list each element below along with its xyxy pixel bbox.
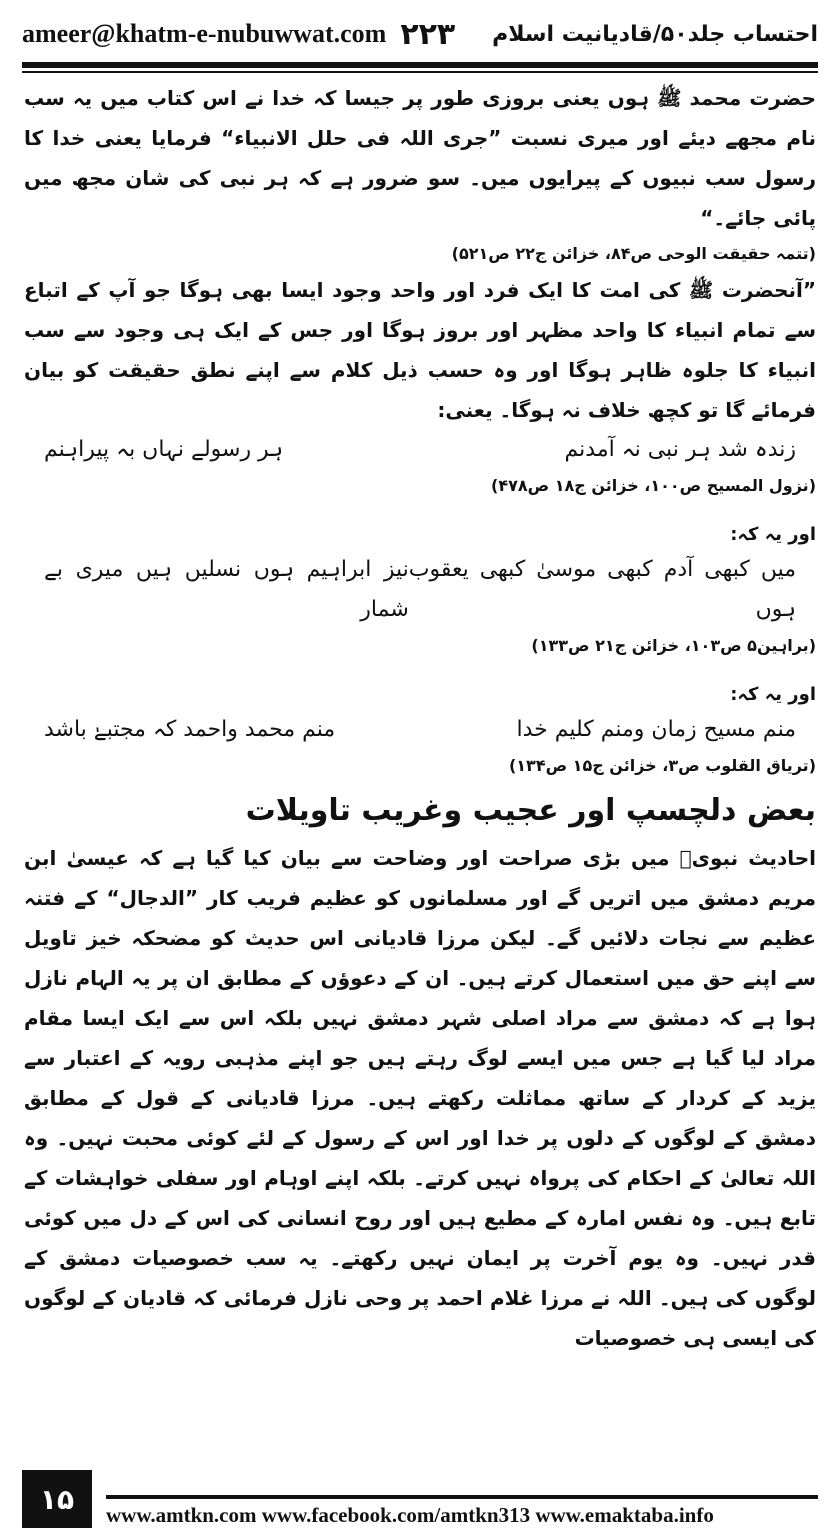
- section-heading: بعض دلچسپ اور عجیب وغریب تاویلات: [245, 793, 816, 828]
- header-page-number: ۲۲۳: [400, 16, 456, 52]
- verse-3-second-half: منم محمد واحمد کہ مجتبےٰ باشد: [44, 717, 336, 742]
- verse-1-first-half: زندہ شد ہر نبی نہ آمدنم: [564, 437, 796, 462]
- persian-verse-1: [24, 430, 816, 470]
- verse-2-first-half: میں کبھی آدم کبھی موسیٰ کبھی یعقوب ہوں: [408, 557, 796, 622]
- footer-links-area: [92, 1470, 818, 1528]
- reference-4: (تریاق القلوب ص۳، خزائن ج۱۵ ص۱۳۴): [508, 756, 816, 775]
- header-book-title: احتساب جلد۵۰/قادیانیت اسلام: [492, 21, 818, 47]
- reference-2: (نزول المسیح ص۱۰۰، خزائن ج۱۸ ص۴۷۸): [491, 476, 816, 495]
- header-left: [22, 17, 455, 52]
- reference-3: (براہین۵ ص۱۰۳، خزائن ج۲۱ ص۱۳۳): [531, 636, 816, 655]
- page-footer: [22, 1470, 818, 1528]
- header-rule-thin: [22, 71, 818, 73]
- verse-1-second-half: ہر رسولے نہاں بہ پیراہنم: [44, 437, 284, 462]
- verse-3-first-half: منم مسیح زمان ومنم کلیم خدا: [516, 717, 796, 742]
- paragraph-3: احادیث نبویؐ میں بڑی صراحت اور وضاحت سے بیان کیا گیا ہے کہ عیسیٰ ابن مریم دمشق میں اتریں گے اور مسلمانوں کو عظیم فریب کار ”الدجال“ کے فتنہ عظیم سے نجات دلائیں گے۔ لیکن مرزا قادیانی اس حدیث کو مضحکہ خیز تاویل سے اپنے حق میں استعمال کرتے ہیں۔ ان کے دعوؤں کے مطابق ان پر یہ الہام نازل ہوا ہے کہ دمشق سے مراد اصلی شہر دمشق نہیں بلکہ اس سے ایک ایسا مقام مراد لیا گیا ہے جس میں ایسے لوگ رہتے ہیں جو اپنے مذہبی رویہ کے اعتبار سے یزید کے کردار کے ساتھ مماثلت رکھتے ہیں۔ مرزا قادیانی کے قول کے مطابق دمشق کے لوگوں کے دلوں پر خدا اور اس کے رسول کے لئے کوئی محبت نہیں۔ وہ اللہ تعالیٰ کے احکام کی پرواہ نہیں کرتے۔ بلکہ اپنے اوہام اور سفلی خواہشات کے تابع ہیں۔ وہ نفس امارہ کے مطیع ہیں اور روح انسانی کی اس کے دل میں کوئی قدر نہیں۔ وہ یوم آخرت پر ایمان نہیں رکھتے۔ یہ سب خصوصیات دمشق کے لوگوں کی ہیں۔ اللہ نے مرزا غلام احمد پر وحی نازل فرمائی کہ قادیان کے لوگوں کی ایسی ہی خصوصیات: [24, 846, 816, 1350]
- urdu-verse-2: [24, 550, 816, 630]
- header-email: ameer@khatm-e-nubuwwat.com: [22, 19, 387, 48]
- verse-2-second-half: نیز ابراہیم ہوں نسلیں ہیں میری بے شمار: [44, 557, 409, 622]
- footer-rule: [106, 1495, 818, 1499]
- page-content: [24, 78, 816, 1450]
- connector-1: اور یہ کہ:: [730, 524, 816, 545]
- connector-2: اور یہ کہ:: [730, 684, 816, 705]
- footer-urls: www.amtkn.com www.facebook.com/amtkn313 www.emaktaba.info: [106, 1503, 714, 1527]
- paragraph-2: ”آنحضرت ﷺ کی امت کا ایک فرد اور واحد وجود ایسا بھی ہوگا جو آپ کے اتباع سے تمام انبیاء کا واحد مظہر اور بروز ہوگا اور جس کے ایک ہی وجود سے سب انبیاء کا جلوہ ظاہر ہوگا اور وہ حسب ذیل کلام سے اپنے نطق حقیقت کو بیان فرمائے گا تو کچھ خلاف نہ ہوگا۔ یعنی:: [24, 278, 816, 422]
- reference-1: (تتمہ حقیقت الوحی ص۸۴، خزائن ج۲۲ ص۵۲۱): [451, 244, 816, 263]
- footer-page-number: ۱۵: [22, 1470, 92, 1528]
- header-rule: [22, 62, 818, 68]
- persian-verse-3: [24, 710, 816, 750]
- page-header: [22, 14, 818, 54]
- paragraph-1: حضرت محمد ﷺ ہوں یعنی بروزی طور پر جیسا کہ خدا نے اس کتاب میں یہ سب نام مجھے دیئے اور میری نسبت ”جری اللہ فی حلل الانبیاء“ فرمایا یعنی خدا کا رسول سب نبیوں کے پیرایوں میں۔ سو ضرور ہے کہ ہر نبی کی شان مجھ میں پائی جائے۔“: [24, 86, 816, 230]
